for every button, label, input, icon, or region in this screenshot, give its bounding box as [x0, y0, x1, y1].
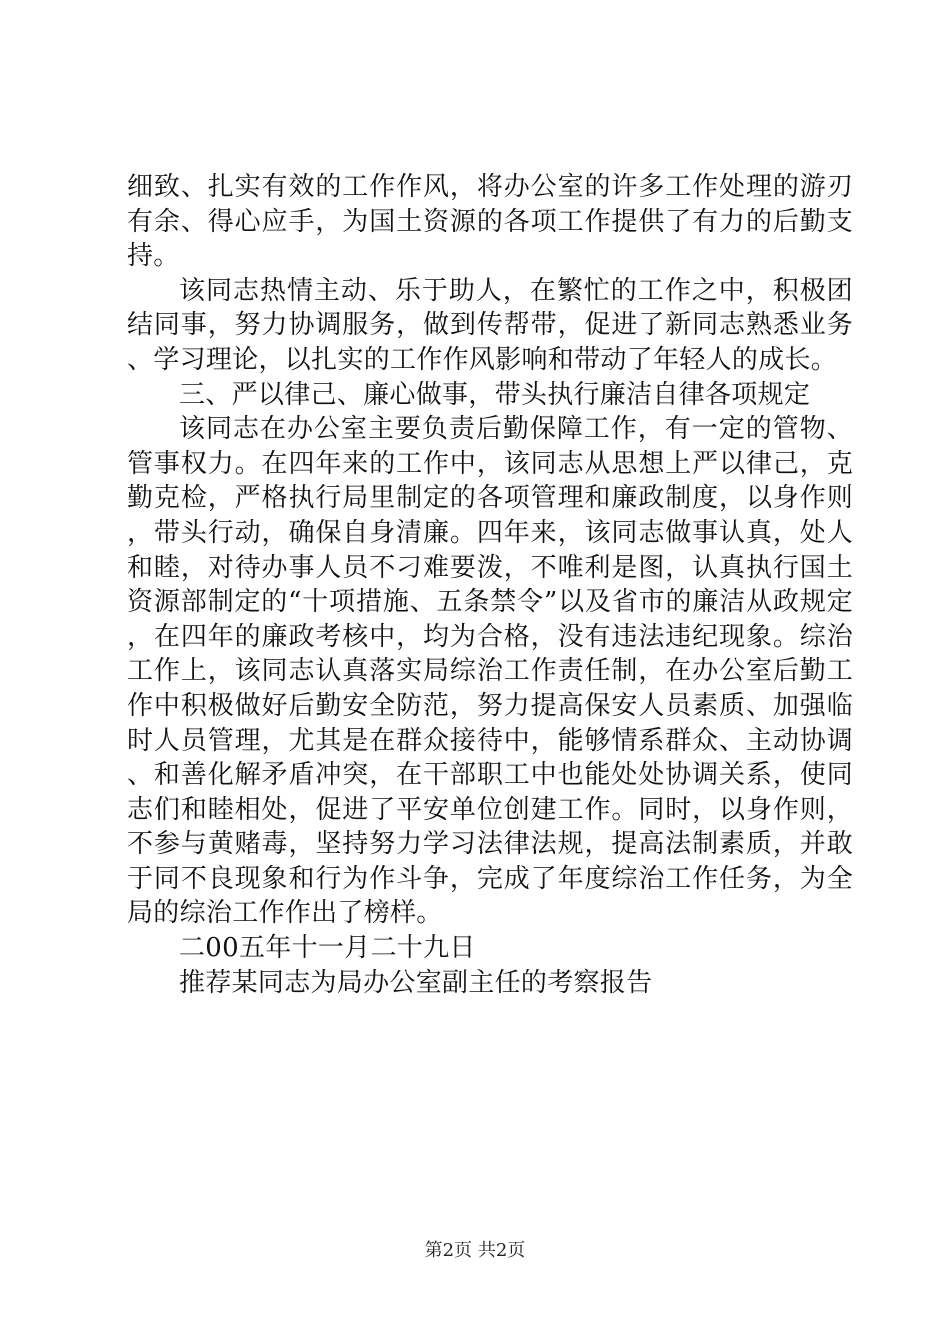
paragraph-continuation: 细致、扎实有效的工作作风，将办公室的许多工作处理的游刃有余、得心应手，为国土资源的各项工作提供了有力的后勤支持。: [127, 172, 853, 272]
section-heading-integrity: 三、严以律己、廉心做事，带头执行廉洁自律各项规定: [179, 379, 811, 410]
page-footer: 第2页 共2页: [424, 1240, 526, 1261]
document-date: 二00五年十一月二十九日: [179, 933, 476, 964]
paragraph-teamwork: 该同志热情主动、乐于助人，在繁忙的工作之中，积极团结同事，努力协调服务，做到传帮带，促进了新同志熟悉业务、学习理论，以扎实的工作作风影响和带动了年轻人的成长。: [127, 275, 853, 375]
paragraph-integrity: 该同志在办公室主要负责后勤保障工作，有一定的管物、管事权力。在四年来的工作中，该同志从思想上严以律己，克勤克检，严格执行局里制定的各项管理和廉政制度，以身作则，带头行动，确保自身清廉。四年来，该同志做事认真，处人和睦，对待办事人员不刁难要泼，不唯利是图，认真执行国土资源部制定的“十项措施、五条禁令”以及省市的廉洁从政规定，在四年的廉政考核中，均为合格，没有违法违纪现象。综治工作上，该同志认真落实局综治工作责任制，在办公室后勤工作中积极做好后勤安全防范，努力提高保安人员素质、加强临时人员管理，尤其是在群众接待中，能够情系群众、主动协调、和善化解矛盾冲突，在干部职工中也能处处协调关系，使同志们和睦相处，促进了平安单位创建工作。同时，以身作则，不参与黄赌毒，坚持努力学习法律法规，提高法制素质，并敢于同不良现象和行为作斗争，完成了年度综治工作任务，为全局的综治工作作出了榜样。: [127, 414, 853, 929]
next-document-title: 推荐某同志为局办公室副主任的考察报告: [179, 967, 653, 998]
document-body: [127, 170, 853, 1000]
